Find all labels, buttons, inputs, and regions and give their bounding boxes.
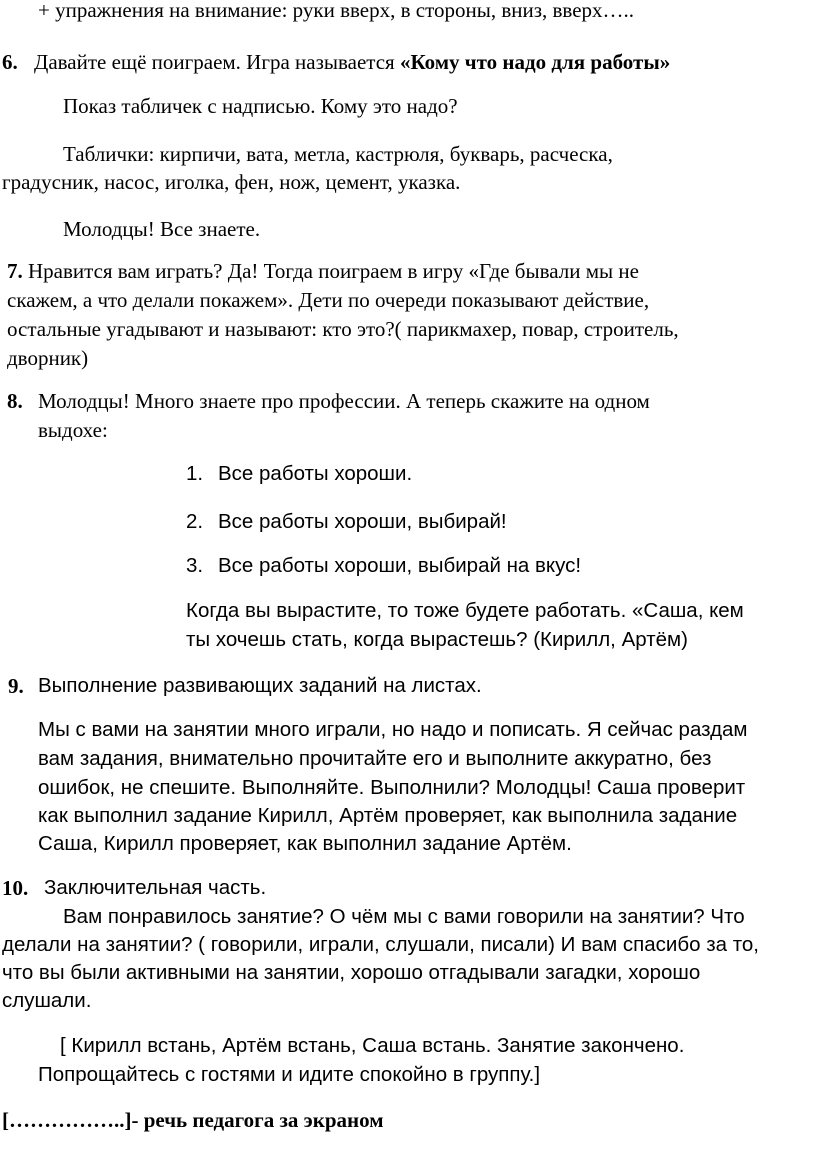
list-item-number: 3.	[186, 554, 204, 577]
section-6-paragraph-2-line-1: Таблички: кирпичи, вата, метла, кастрюля, букварь, расческа,	[63, 142, 613, 166]
section-7-line-1: Нравится вам играть? Да! Тогда поиграем в игру «Где бывали мы не	[28, 259, 639, 283]
section-6-text: Давайте ещё поиграем. Игра называется	[34, 50, 400, 74]
section-10-line-4: слушали.	[2, 989, 92, 1012]
section-8-line-2: выдохе:	[38, 418, 108, 442]
section-6-paragraph-3: Молодцы! Все знаете.	[63, 217, 261, 241]
section-9-line-4: как выполнил задание Кирилл, Артём проверяет, как выполнила задание	[38, 804, 738, 827]
section-9-number: 9.	[8, 674, 24, 698]
section-9-heading: Выполнение развивающих заданий на листах.	[38, 674, 482, 697]
section-8-after-line-1: Когда вы вырастите, то тоже будете работать. «Саша, кем	[186, 599, 744, 622]
list-item-text: Все работы хороши, выбирай!	[218, 510, 507, 533]
list-item-number: 2.	[186, 510, 204, 533]
section-8-number: 8.	[7, 389, 23, 413]
section-6-game-title: «Кому что надо для работы»	[399, 50, 671, 74]
section-8-line-1: Молодцы! Много знаете про профессии. А теперь скажите на одном	[38, 389, 650, 413]
section-6-number: 6.	[2, 50, 18, 74]
section-10-line-1: Вам понравилось занятие? О чём мы с вами говорили на занятии? Что	[63, 905, 745, 928]
section-9-line-1: Мы с вами на занятии много играли, но надо и пописать. Я сейчас раздам	[38, 718, 748, 741]
section-8-after-line-2: ты хочешь стать, когда вырастешь? (Кирилл, Артём)	[186, 628, 688, 651]
section-9-line-5: Саша, Кирилл проверяет, как выполнил задание Артём.	[38, 832, 572, 855]
list-item-number: 1.	[186, 462, 204, 485]
section-9-line-2: вам задания, внимательно прочитайте его и выполните аккуратно, без	[38, 747, 712, 770]
section-10-number: 10.	[2, 876, 29, 900]
footer-note: [……………..]- речь педагога за экраном	[2, 1108, 384, 1132]
section-10-bracket-line-1: [ Кирилл встань, Артём встань, Саша встань. Занятие закончено.	[60, 1034, 685, 1057]
section-7-line-3: остальные угадывают и называют: кто это?( парикмахер, повар, строитель,	[7, 317, 679, 341]
section-10-heading: Заключительная часть.	[44, 876, 267, 899]
section-6-paragraph-2-line-2: градусник, насос, иголка, фен, нож, цемент, указка.	[2, 170, 461, 194]
section-10-line-3: что вы были активными на занятии, хорошо отгадывали загадки, хорошо	[2, 961, 701, 984]
section-7-line-2: скажем, а что делали покажем». Дети по очереди показывают действие,	[7, 288, 650, 312]
section-10-bracket-line-2: Попрощайтесь с гостями и идите спокойно в группу.]	[38, 1063, 541, 1086]
list-item-text: Все работы хороши.	[218, 462, 413, 485]
section-6-paragraph-1: Показ табличек с надписью. Кому это надо?	[63, 94, 458, 118]
section-9-line-3: ошибок, не спешите. Выполняйте. Выполнили? Молодцы! Саша проверит	[38, 776, 746, 799]
list-item-text: Все работы хороши, выбирай на вкус!	[218, 554, 582, 577]
section-6-intro	[34, 48, 670, 76]
section-7-number: 7.	[7, 259, 23, 283]
section-7-line-4: дворник)	[7, 346, 89, 370]
exercise-line: + упражнения на внимание: руки вверх, в стороны, вниз, вверх…..	[38, 0, 635, 22]
section-10-line-2: делали на занятии? ( говорили, играли, слушали, писали) И вам спасибо за то,	[2, 933, 759, 956]
